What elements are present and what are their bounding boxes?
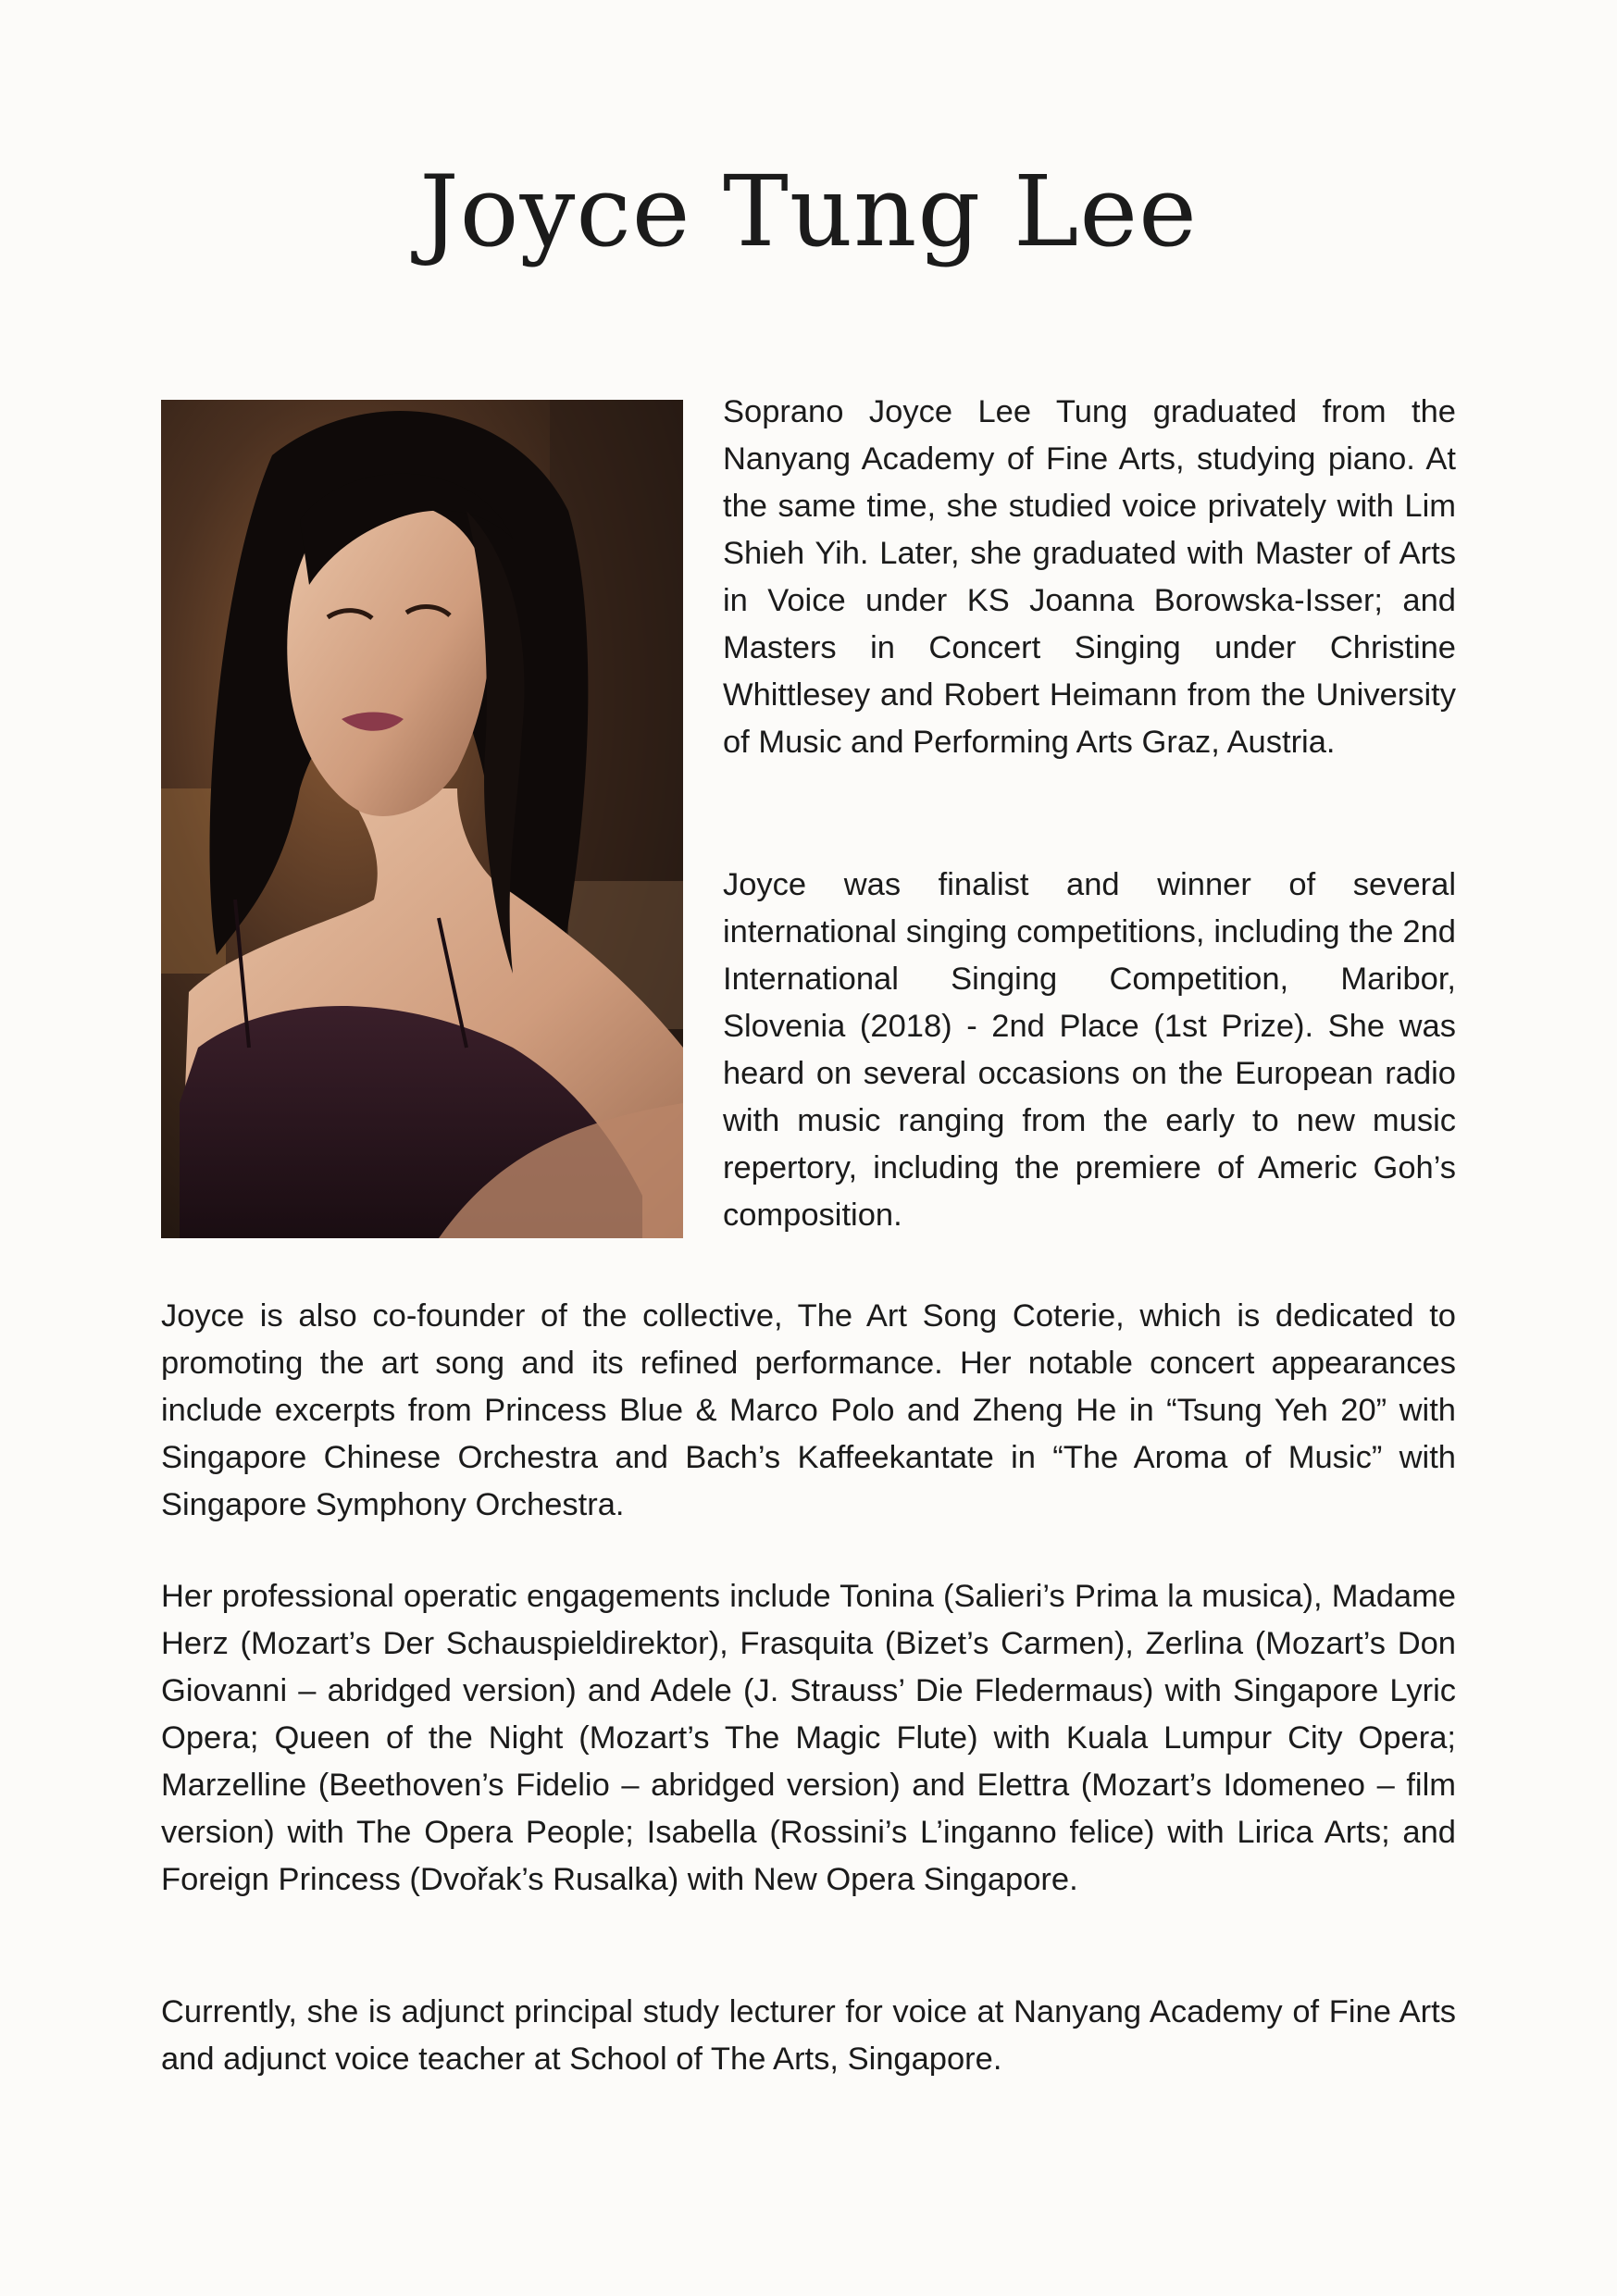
portrait-photo-icon	[161, 400, 683, 1238]
bio-paragraph-competitions: Joyce was finalist and winner of several international singing competitions, including the 2nd International Singing Competition, Maribor, Slovenia (2018) - 2nd Place (1st Prize). She was heard on several occasions on the European radio with music ranging from the early to new music repertory, including the premiere of Americ Goh’s composition.	[723, 867, 1456, 1233]
bio-paragraph-opera: Her professional operatic engagements include Tonina (Salieri’s Prima la musica), Madame Herz (Mozart’s Der Schauspieldirektor), Frasquita (Bizet’s Carmen), Zerlina (Mozart’s Don Giovanni – abridged version) and Adele (J. Strauss’ Die Fledermaus) with Singapore Lyric Opera; Queen of the Night (Mozart’s The Magic Flute) with Kuala Lumpur City Opera; Marzelline (Beethoven’s Fidelio – abridged version) and Elettra (Mozart’s Idomeneo – film version) with The Opera People; Isabella (Rossini’s L’inganno felice) with Lirica Arts; and Foreign Princess (Dvořak’s Rusalka) with New Opera Singapore.	[161, 1579, 1456, 1897]
bio-paragraph-education: Soprano Joyce Lee Tung graduated from the Nanyang Academy of Fine Arts, studying piano. At the same time, she studied voice privately with Lim Shieh Yih. Later, she graduated with Master of Arts in Voice under KS Joanna Borowska-Isser; and Masters in Concert Singing under Christine Whittlesey and Robert Heimann from the University of Music and Performing Arts Graz, Austria.	[723, 394, 1456, 760]
bio-paragraph-concerts: Joyce is also co-founder of the collective, The Art Song Coterie, which is dedicated to promoting the art song and its refined performance. Her notable concert appearances include excerpts from Princess Blue & Marco Polo and Zheng He in “Tsung Yeh 20” with Singapore Chinese Orchestra and Bach’s Kaffeekantate in “The Aroma of Music” with Singapore Symphony Orchestra.	[161, 1298, 1456, 1522]
portrait-photo	[161, 400, 683, 1238]
bio-paragraph-current-role: Currently, she is adjunct principal study lecturer for voice at Nanyang Academy of Fine Arts and adjunct voice teacher at School of The Arts, Singapore.	[161, 1994, 1456, 2077]
page-title: Joyce Tung Lee	[419, 155, 1198, 268]
